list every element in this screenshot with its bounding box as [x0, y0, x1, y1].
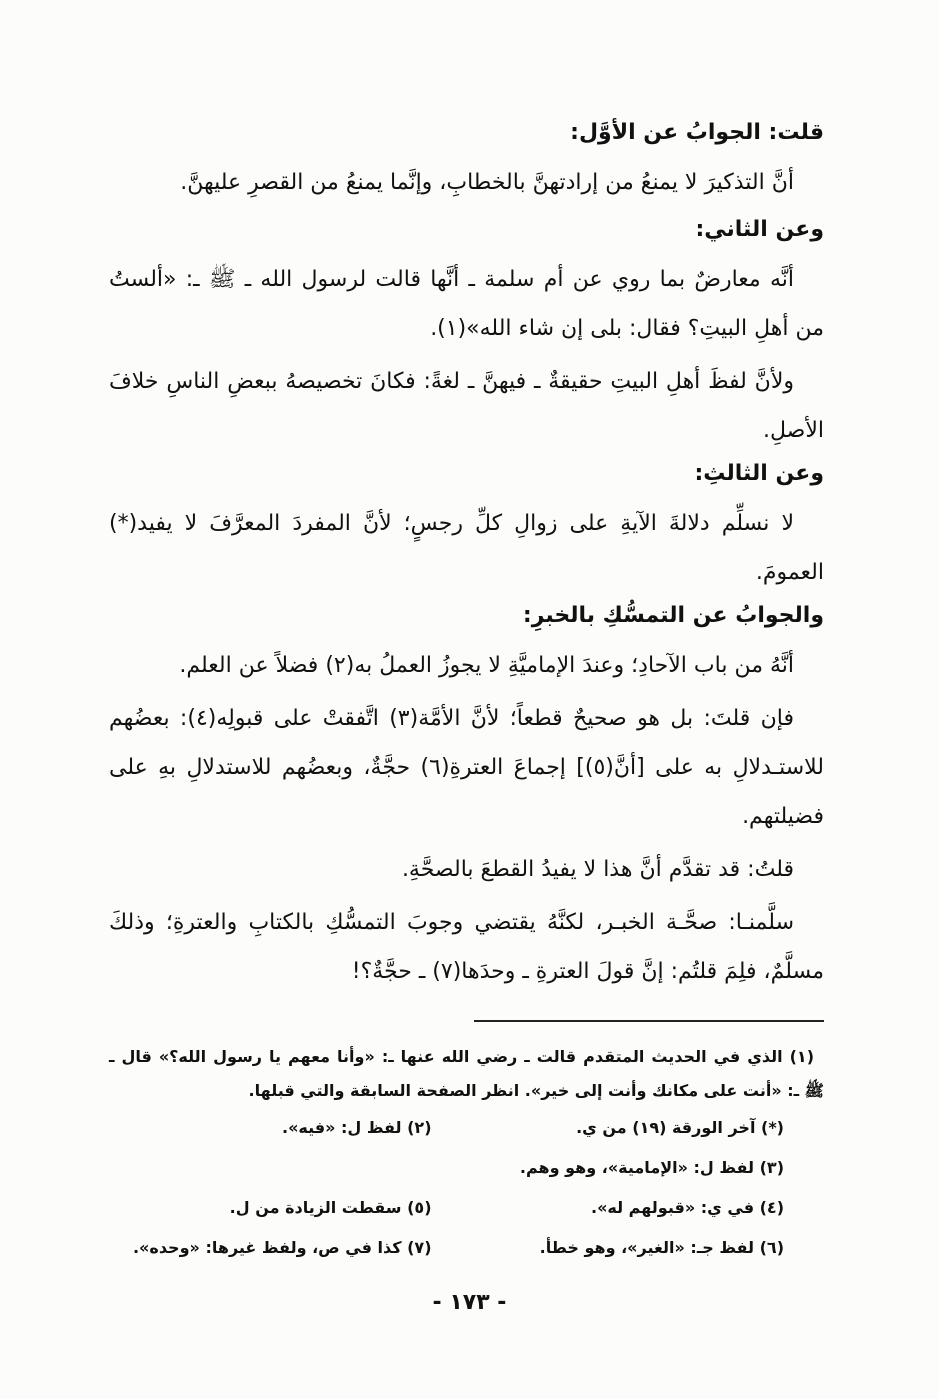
footnote-grid-a: [109, 1108, 824, 1148]
footnote-7: (٧) كذا في ص، ولفظ غيرها: «وحده».: [132, 1238, 432, 1257]
footnote-2: (٢) لفظ ل: «فيه».: [282, 1118, 432, 1137]
paragraph-3: ولأنَّ لفظَ أهلِ البيتِ حقيقةٌ ـ فيهنَّ ـ لغةً: فكانَ تخصيصهُ ببعضِ الناسِ خلافَ الأصلِ.: [109, 369, 824, 443]
footnote-divider: [474, 1020, 824, 1022]
paragraph-6: فإن قلتَ: بل هو صحيحٌ قطعاً؛ لأنَّ الأمَّة(٣) اتَّفقتْ على قبولِه(٤): بعضُهم للاستـدلالِ به على [أنَّ(٥)] إجماعَ العترةِ(٦) حجَّةٌ، وبعضُهم للاستدلالِ بهِ على فضيلتهم.: [109, 706, 824, 829]
footnote-star: (*) آخر الورقة (١٩) من ي.: [576, 1118, 784, 1137]
paragraph-4: لا نسلِّم دلالةَ الآيةِ على زوالِ كلِّ رجسٍ؛ لأنَّ المفردَ المعرَّفَ لا يفيد(*) العمومَ.: [109, 511, 824, 585]
footnote-1: (١) الذي في الحديث المتقدم قالت ـ رضي الله عنها ـ: «وأنا معهم يا رسول الله؟» قال ـ ﷺ ـ: «أنت على مكانك وأنت إلى خير». انظر الصفحة السابقة والتي قبلها.: [109, 1047, 824, 1100]
paragraph-5: أنَّهُ من باب الآحادِ؛ وعندَ الإماميَّةِ لا يجوزُ العملُ به(٢) فضلاً عن العلم.: [179, 653, 794, 678]
footnote-4: (٤) في ي: «قبولهم له».: [590, 1198, 784, 1217]
footnotes: [109, 1020, 824, 1268]
heading-second: وعن الثاني:: [695, 217, 824, 242]
main-text: [109, 118, 824, 1000]
paragraph-7: قلتُ: قد تقدَّم أنَّ هذا لا يفيدُ القطعَ بالصحَّةِ.: [401, 857, 794, 882]
page-number: - ١٧٣ -: [432, 1290, 507, 1315]
paragraph-8: سلَّمنـا: صحَّـة الخبـر، لكنَّهُ يقتضي وجوبَ التمسُّكِ بالكتابِ والعترةِ؛ وذلكَ مسلَّمٌ، فلِمَ قلتُم: إنَّ قولَ العترةِ ـ وحدَها(٧) ـ حجَّةٌ؟!: [109, 910, 824, 984]
footnote-3: (٣) لفظ ل: «الإمامية»، وهو وهم.: [519, 1158, 784, 1177]
footnote-5: (٥) سقطت الزيادة من ل.: [229, 1198, 432, 1217]
heading-first-answer: قلت: الجوابُ عن الأوَّل:: [570, 120, 824, 145]
footnote-grid-c: [109, 1228, 824, 1268]
paragraph-2: أنَّه معارضٌ بما روي عن أم سلمة ـ أنَّها قالت لرسول الله ـ ﷺ ـ: «ألستُ من أهلِ البيتِ؟ فقال: بلى إن شاء الله»(١).: [109, 267, 824, 341]
paragraph-1: أنَّ التذكيرَ لا يمنعُ من إرادتهنَّ بالخطابِ، وإنَّما يمنعُ من القصرِ عليهنَّ.: [180, 170, 794, 195]
footnote-grid-b: [109, 1188, 824, 1228]
heading-hadith-answer: والجوابُ عن التمسُّكِ بالخبرِ:: [522, 603, 824, 628]
heading-third: وعن الثالثِ:: [694, 461, 824, 486]
footnote-6: (٦) لفظ جـ: «الغير»، وهو خطأ.: [539, 1238, 784, 1257]
